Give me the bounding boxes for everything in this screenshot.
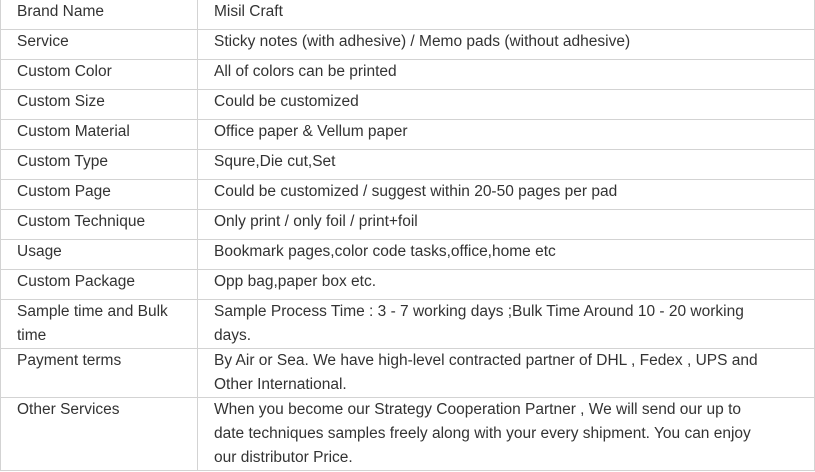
row-value-custom-page: Could be customized / suggest within 20-50 pages per pad xyxy=(198,180,815,210)
row-value-custom-size: Could be customized xyxy=(198,90,815,120)
table-row xyxy=(1,349,815,398)
row-label-custom-color: Custom Color xyxy=(1,60,198,90)
row-label-sample-time: Sample time and Bulk time xyxy=(1,300,198,349)
row-label-custom-package: Custom Package xyxy=(1,270,198,300)
row-value-custom-type: Squre,Die cut,Set xyxy=(198,150,815,180)
row-label-custom-material: Custom Material xyxy=(1,120,198,150)
table-row xyxy=(1,150,815,180)
table-row xyxy=(1,30,815,60)
table-row xyxy=(1,240,815,270)
row-label-custom-size: Custom Size xyxy=(1,90,198,120)
table-row xyxy=(1,60,815,90)
row-label-usage: Usage xyxy=(1,240,198,270)
table-row xyxy=(1,180,815,210)
table-row xyxy=(1,210,815,240)
row-value-usage: Bookmark pages,color code tasks,office,home etc xyxy=(198,240,815,270)
row-label-service: Service xyxy=(1,30,198,60)
table-row xyxy=(1,300,815,349)
row-label-custom-technique: Custom Technique xyxy=(1,210,198,240)
row-value-payment-terms: By Air or Sea. We have high-level contracted partner of DHL , Fedex , UPS and Other International. xyxy=(198,349,815,398)
row-value-service: Sticky notes (with adhesive) / Memo pads (without adhesive) xyxy=(198,30,815,60)
table-row xyxy=(1,398,815,471)
row-label-brand-name: Brand Name xyxy=(1,0,198,30)
row-label-other-services: Other Services xyxy=(1,398,198,471)
row-value-other-services: When you become our Strategy Cooperation Partner , We will send our up to date techniques samples freely along with your every shipment. You can enjoy our distributor Price. xyxy=(198,398,815,471)
row-value-custom-material: Office paper & Vellum paper xyxy=(198,120,815,150)
row-label-custom-type: Custom Type xyxy=(1,150,198,180)
table-row xyxy=(1,120,815,150)
row-label-payment-terms: Payment terms xyxy=(1,349,198,398)
row-value-custom-technique: Only print / only foil / print+foil xyxy=(198,210,815,240)
row-value-sample-time: Sample Process Time : 3 - 7 working days ;Bulk Time Around 10 - 20 working days. xyxy=(198,300,815,349)
table-row xyxy=(1,270,815,300)
row-value-custom-package: Opp bag,paper box etc. xyxy=(198,270,815,300)
row-value-custom-color: All of colors can be printed xyxy=(198,60,815,90)
row-value-brand-name: Misil Craft xyxy=(198,0,815,30)
row-label-custom-page: Custom Page xyxy=(1,180,198,210)
table-row xyxy=(1,90,815,120)
table-row xyxy=(1,0,815,30)
